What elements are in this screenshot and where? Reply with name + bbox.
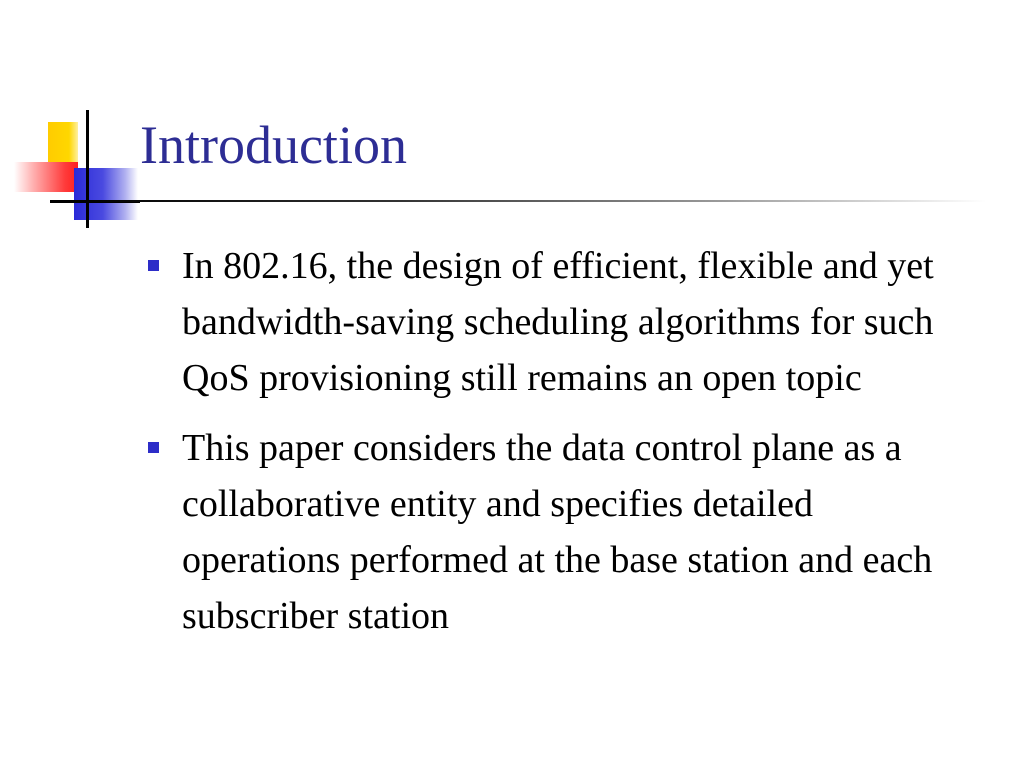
bullet-list [140,238,980,658]
logo-blue-square [74,168,138,220]
square-bullet-icon [148,260,159,271]
logo-red-square [14,162,78,192]
bullet-text: This paper considers the data control plane as a collaborative entity and specifies detailed operations performed at the base station and each subscriber station [182,427,933,637]
slide-title: Introduction [140,115,407,175]
bullet-text: In 802.16, the design of efficient, flexible and yet bandwidth-saving scheduling algorithms for such QoS provisioning still remains an open topic [182,245,934,399]
title-underline-rule [86,200,986,202]
bullet-item [140,238,980,406]
square-bullet-icon [148,442,159,453]
logo-vertical-line [86,110,89,228]
bullet-item [140,420,980,644]
